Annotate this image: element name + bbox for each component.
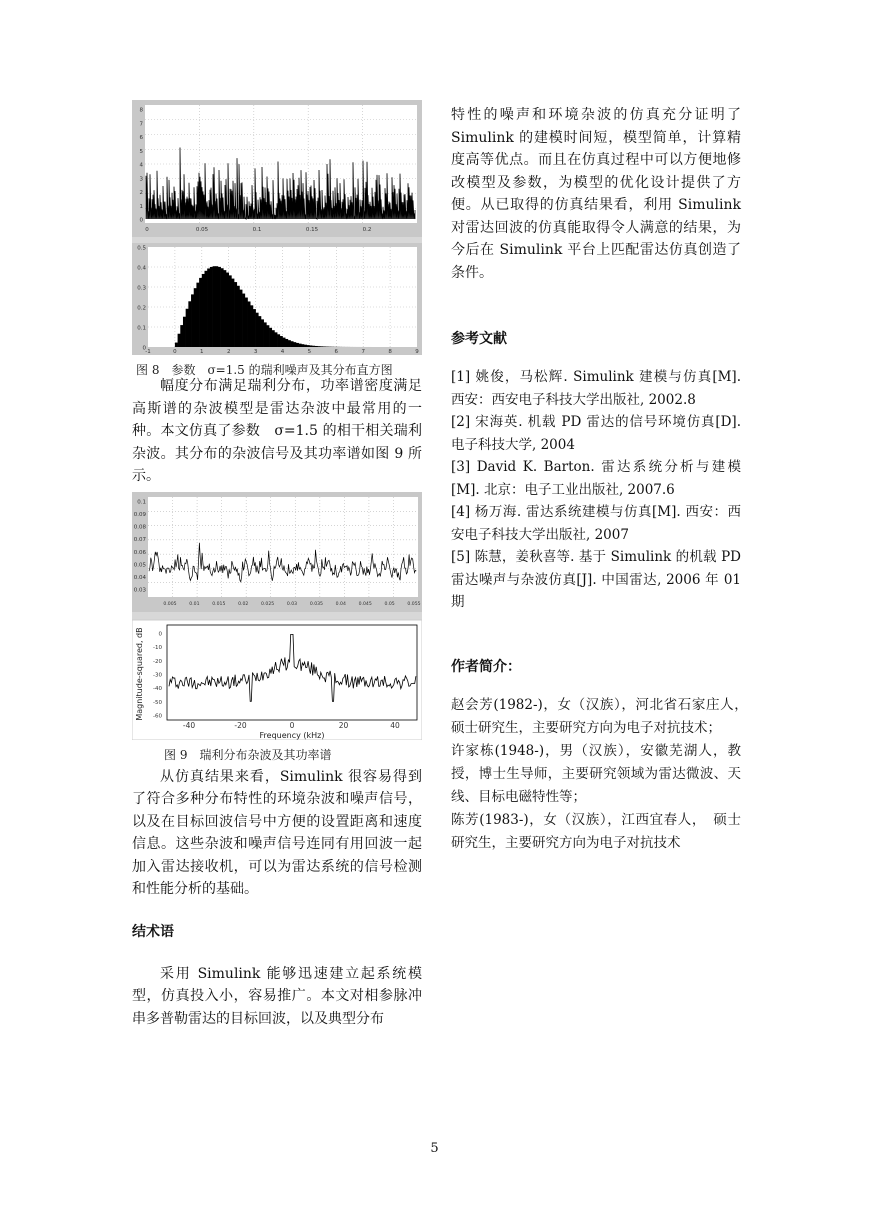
histogram-bar (188, 301, 191, 347)
histogram-bar (315, 346, 318, 347)
y-tick-label: 0.2 (137, 305, 146, 312)
x-tick-label: 0.05 (195, 227, 209, 233)
paragraph-conclusion: 采用 Simulink 能够迅速建立起系统模型，仿真投入小，容易推广。本文对相参脉冲串多普勒雷达的目标回波，以及典型分布 (132, 965, 422, 1027)
y-tick-label: 0.04 (133, 574, 146, 581)
histogram-bar (280, 336, 283, 347)
histogram-bar (245, 298, 248, 347)
histogram-bar (218, 267, 221, 347)
histogram-bar (288, 340, 291, 347)
histogram-bar (199, 278, 202, 347)
x-tick-label: 0.1 (252, 227, 262, 233)
x-tick-label: 0.2 (362, 227, 372, 233)
x-tick-label: 9 (415, 349, 419, 355)
x-tick-label: 0.035 (309, 601, 323, 607)
y-tick-label: 2 (139, 190, 143, 196)
histogram-bar (186, 309, 189, 347)
histogram-bar (266, 325, 269, 347)
author-bio: 赵会芳(1982-)，女（汉族），河北省石家庄人， 硕士研究生，主要研究方向为电子对抗技术； (451, 696, 755, 736)
x-tick-label: 0.15 (305, 227, 319, 233)
histogram-bar (229, 275, 232, 347)
histogram-bar (274, 332, 277, 347)
x-tick-label: 4 (280, 349, 285, 355)
histogram-bar (304, 345, 307, 347)
y-tick-label: 1 (139, 203, 143, 210)
x-tick-label: 0 (289, 720, 295, 730)
noise-plot-y-ticks (140, 108, 144, 224)
histogram-bar (264, 322, 267, 347)
y-tick-label: 7 (139, 121, 143, 128)
reference-item: [2] 宋海英. 机载 PD 雷达的信号环境仿真[D]. 电子科技大学, 2004 (451, 414, 741, 453)
references-list (451, 366, 741, 614)
plot-separator (132, 237, 422, 243)
histogram-bar (258, 316, 261, 347)
histogram-bar (320, 346, 323, 347)
heading-conclusion: 结术语 (132, 923, 174, 940)
x-tick-label: 0.02 (238, 601, 249, 607)
x-tick-label: -20 (234, 720, 247, 730)
figure-9 (132, 492, 422, 764)
x-tick-label: -1 (145, 349, 151, 355)
reference-item: [1] 姚俊，马松辉. Simulink 建模与仿真[M]. 西安：西安电子科技大学出版社, 2002.8 (451, 369, 741, 408)
x-tick-label: 20 (338, 720, 349, 730)
author-bios (451, 694, 755, 855)
histogram-bar (239, 290, 242, 347)
x-tick-label: 2 (226, 349, 231, 355)
histogram-bar (323, 346, 326, 347)
y-tick-label: 0.4 (137, 265, 146, 272)
heading-references: 参考文献 (451, 331, 507, 347)
figure-8-plots (132, 100, 422, 355)
y-tick-label: -20 (153, 658, 162, 665)
x-tick-label: 6 (334, 349, 339, 355)
histogram-bar (204, 271, 207, 347)
y-tick-label: -50 (153, 699, 162, 706)
histogram-bar (272, 330, 275, 347)
spectrum-plot-area (167, 625, 417, 720)
x-tick-label: 5 (307, 349, 312, 355)
paragraph-results: 从仿真结果来看，Simulink 很容易得到了符合多种分布特性的环境杂波和噪声信号，以及在目标回波信号中方便的设置距离和速度信息。这些杂波和噪声信号连同有用回波一起加入雷达接收机，可以为雷达系统的信号检测和性能分析的基础。 (132, 768, 422, 897)
histogram-bar (237, 286, 240, 347)
histogram-bar (261, 319, 264, 347)
histogram-bar (213, 266, 216, 347)
histogram-bar (256, 313, 259, 347)
y-tick-label: 3 (139, 176, 143, 183)
histogram-bar (299, 344, 302, 347)
histogram-bar (317, 346, 320, 347)
y-tick-label: 5 (139, 148, 143, 155)
left-column (132, 100, 422, 1030)
figure-8-caption: 图 8 参数 σ=1.5 的瑞利噪声及其分布直方图 (136, 363, 393, 377)
x-tick-label: 0.015 (212, 601, 226, 607)
y-tick-label: 0 (158, 631, 162, 637)
histogram-bar (285, 339, 288, 347)
y-tick-label: 0.08 (133, 524, 146, 531)
y-tick-label: 6 (139, 135, 143, 141)
y-tick-label: 8 (139, 107, 143, 114)
y-tick-label: 0 (142, 345, 146, 352)
histogram-bar (293, 342, 296, 347)
histogram-bar (301, 344, 304, 347)
paragraph-conclusion-continued: 特性的噪声和环境杂波的仿真充分证明了 Simulink 的建模时间短，模型简单，计算精度高等优点。而且在仿真过程中可以方便地修改模型及参数，为模型的优化设计提供了方便。从已取得的仿真结果看，利用 Simulink 对雷达回波的仿真能取得令人满意的结果，为今后在 Simulink 平台上匹配雷达仿真创造了条件。 (451, 107, 741, 281)
histogram-bar (215, 266, 218, 347)
x-tick-label: 1 (200, 349, 204, 355)
paragraph-rayleigh-clutter: 幅度分布满足瑞利分布，功率谱密度满足高斯谱的杂波模型是雷达杂波中最常用的一种。本文仿真了参数 σ=1.5 的相干相关瑞利杂波。其分布的杂波信号及其功率谱如图 9 所示。 (132, 378, 422, 484)
x-tick-label: 40 (390, 720, 400, 730)
y-tick-label: 0.09 (133, 511, 146, 518)
x-tick-label: 0.04 (335, 601, 346, 607)
histogram-bar (191, 294, 194, 347)
spectrum-xlabel: Frequency (kHz) (259, 730, 325, 740)
figure-9-caption: 图 9 瑞利分布杂波及其功率谱 (164, 747, 332, 762)
spectrum-ylabel: Magnitude-squared, dB (135, 626, 144, 721)
x-tick-label: 0.045 (358, 601, 372, 607)
x-tick-label: 0 (145, 227, 149, 233)
histogram-bar (250, 305, 253, 347)
author-bio: 许家栋(1948-)，男（汉族），安徽芜湖人，教授，博士生导师，主要研究领域为雷达微波、天线、目标电磁特性等； (451, 742, 741, 805)
histogram-bar (194, 288, 197, 347)
y-tick-label: -40 (153, 685, 162, 692)
y-tick-label: 0.03 (133, 587, 146, 593)
histogram-bar (221, 268, 224, 347)
right-column (451, 100, 755, 855)
x-tick-label: 0.025 (261, 601, 275, 607)
x-tick-label: 0.03 (286, 601, 298, 607)
histogram-bar (307, 345, 310, 347)
clutter-plot-area (148, 497, 418, 597)
x-tick-label: 0.055 (407, 601, 421, 607)
histogram-bar (283, 338, 286, 347)
histogram-bar (253, 309, 256, 347)
reference-item: [5] 陈慧，姜秋喜等. 基于 Simulink 的机载 PD 雷达噪声与杂波仿真[J]. 中国雷达, 2006 年 01 期 (451, 549, 741, 610)
page-number: 5 (430, 1141, 439, 1156)
y-tick-label: -10 (153, 644, 162, 651)
y-tick-label: 0 (139, 217, 143, 224)
histogram-bar (180, 325, 183, 347)
x-tick-label: 0 (173, 349, 177, 355)
plot-separator (132, 612, 422, 620)
histogram-bar (231, 279, 234, 347)
histogram-bar (210, 267, 213, 347)
histogram-bar (178, 334, 181, 347)
histogram-bar (248, 301, 251, 347)
y-tick-label: 0.5 (137, 245, 146, 252)
x-tick-label: 0.01 (189, 601, 200, 607)
histogram-bar (196, 283, 199, 347)
x-tick-label: 3 (253, 349, 258, 355)
histogram-bar (234, 282, 237, 347)
y-tick-label: 4 (139, 162, 143, 169)
heading-authors: 作者简介： (451, 658, 521, 675)
reference-item: [4] 杨万海. 雷达系统建模与仿真[M]. 西安：西安电子科技大学出版社, 2007 (451, 504, 741, 543)
histogram-bar (223, 270, 226, 347)
histogram-bar (312, 346, 315, 347)
reference-item: [3] David K. Barton. 雷达系统分析与建模[M]. 北京：电子工业出版社, 2007.6 (451, 459, 741, 498)
y-tick-label: 0.06 (133, 549, 146, 556)
y-tick-label: 0.07 (133, 536, 146, 543)
x-tick-label: 8 (388, 349, 392, 355)
histogram-bar (207, 268, 210, 347)
histogram-bar (291, 341, 294, 347)
histogram-bar (242, 294, 245, 347)
histogram-bar (183, 317, 186, 347)
histogram-bar (202, 274, 205, 347)
histogram-bar (296, 343, 299, 347)
author-bio: 陈芳(1983-)，女（汉族），江西宜春人， 硕士研究生，主要研究方向为电子对抗技术 (451, 811, 741, 851)
histogram-bar (226, 273, 229, 347)
histogram-bar (269, 328, 272, 347)
histogram-bar (309, 345, 312, 347)
histogram-bar (277, 334, 280, 347)
figure-9-plots (132, 492, 422, 740)
histogram-bar (175, 343, 178, 347)
y-tick-label: 0.1 (137, 499, 146, 505)
y-tick-label: -30 (153, 672, 162, 678)
x-tick-label: 0.05 (384, 601, 395, 607)
x-tick-label: -40 (182, 720, 196, 730)
y-tick-label: 0.3 (137, 285, 146, 292)
y-tick-label: 0.05 (133, 561, 146, 568)
x-tick-label: 7 (361, 349, 365, 355)
y-tick-label: 0.1 (137, 325, 146, 332)
y-tick-label: -60 (153, 713, 162, 719)
x-tick-label: 0.005 (163, 601, 177, 607)
figure-8 (132, 100, 422, 377)
